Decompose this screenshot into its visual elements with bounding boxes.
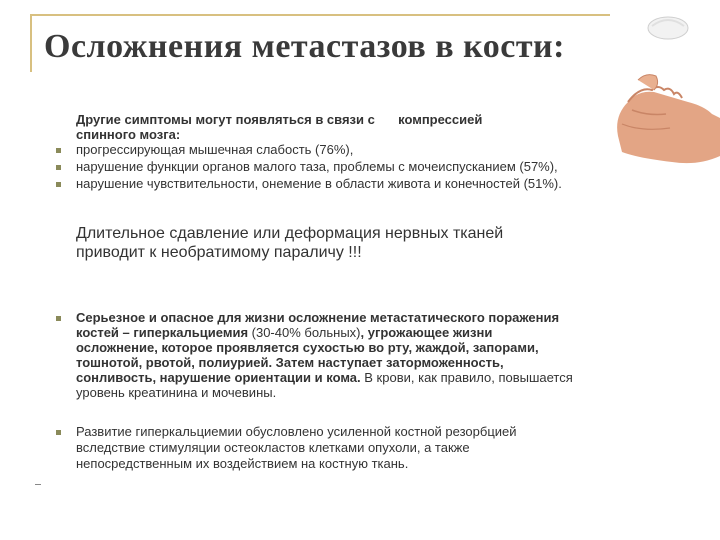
mechanism-line-3: непосредственным их воздействием на костную ткань. (76, 456, 409, 471)
bullet-icon (56, 165, 61, 170)
title-frame-top (30, 14, 610, 16)
hypercalcemia-line-5 (76, 370, 573, 385)
symptom-item: нарушение чувствительности, онемение в области живота и конечностей (51%). (76, 176, 562, 191)
hypercalcemia-blood: В крови, как правило, повышается (360, 370, 573, 385)
intro-text-b: компрессией (398, 112, 483, 127)
symptom-item: прогрессирующая мышечная слабость (76%), (76, 142, 354, 157)
intro-line-1 (76, 112, 482, 127)
bullet-icon (56, 430, 61, 435)
highlight-line-2: приводит к необратимому параличу !!! (76, 244, 362, 261)
hand-holding-pill-icon (608, 6, 720, 176)
intro-text-a: Другие симптомы могут появляться в связи с (76, 112, 375, 127)
empty-bullet-marker (35, 484, 41, 485)
hypercalcemia-line-2 (76, 325, 492, 340)
title-frame-left (30, 14, 32, 72)
hypercalcemia-line-1: Серьезное и опасное для жизни осложнение метастатического поражения (76, 310, 560, 325)
bullet-icon (56, 316, 61, 321)
symptom-item: нарушение функции органов малого таза, проблемы с мочеиспусканием (57%), (76, 159, 558, 174)
hypercalcemia-line-3: осложнение, которое проявляется сухостью во рту, жаждой, запорами, (76, 340, 539, 355)
bullet-icon (56, 148, 61, 153)
hypercalcemia-term: костей – гиперкальциемия (76, 325, 249, 340)
bullet-icon (56, 182, 61, 187)
hypercalcemia-threat: , угрожающее жизни (360, 325, 493, 340)
mechanism-line-1: Развитие гиперкальциемии обусловлено усиленной костной резорбцией (76, 424, 517, 439)
hypercalcemia-line-4: тошнотой, рвотой, полиурией. Затем наступает заторможенность, (76, 355, 504, 370)
mechanism-line-2: вследствие стимуляции остеокластов клетками опухоли, а также (76, 440, 470, 455)
highlight-line-1: Длительное сдавление или деформация нервных тканей (76, 225, 504, 242)
hypercalcemia-symptoms-end: сонливость, нарушение ориентации и кома. (76, 370, 361, 385)
hypercalcemia-line-6: уровень креатинина и мочевины. (76, 385, 277, 400)
intro-line-2: спинного мозга: (76, 127, 181, 142)
hypercalcemia-share: (30-40% больных) (248, 325, 361, 340)
page-title: Осложнения метастазов в кости: (44, 28, 565, 65)
